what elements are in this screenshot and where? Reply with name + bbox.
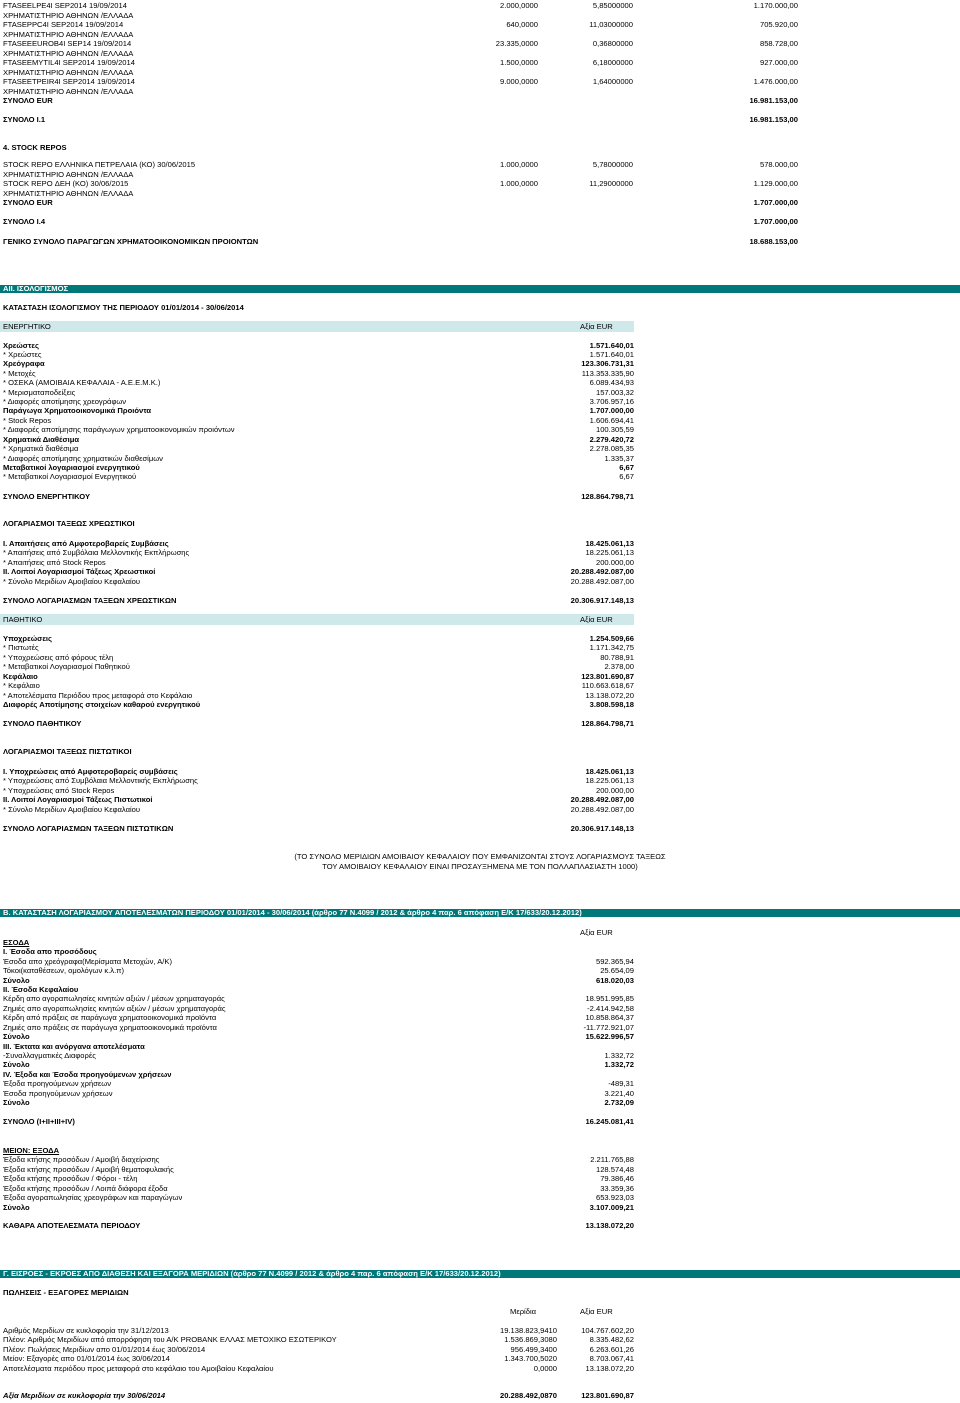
holding-price: 6,18000000	[592, 58, 633, 67]
note-line-1: (ΤΟ ΣΥΝΟΛΟ ΜΕΡΙΔΙΩΝ ΑΜΟΙΒΑΙΟΥ ΚΕΦΑΛΑΙΟΥ ΠΟΥ ΕΜΦΑΝΙΖΟΝΤΑΙ ΣΤΟΥΣ ΛΟΓΑΡΙΑΣΜΟΥΣ ΤΑΞΕΩΣ	[294, 852, 666, 861]
total-eur-row	[0, 198, 960, 208]
repo-exchange: ΧΡΗΜΑΤΙΣΤΗΡΙΟ ΑΘΗΝΩΝ /ΕΛΛΑΔΑ	[3, 189, 134, 198]
total-value: 1.707.000,00	[753, 198, 798, 207]
table-row: * Διαφορές αποτίμησης χρηματικών διαθεσίμων 1.335,37	[3, 454, 634, 463]
table-row: * Stock Repos 1.606.694,41	[3, 416, 634, 425]
table-row: ΙΙ. Έσοδα Κεφαλαίου	[3, 985, 79, 994]
table-row: -Συναλλαγματικές Διαφορές 1.332,72	[3, 1051, 634, 1060]
repo-row	[0, 160, 960, 170]
table-row: Πλέον: Αριθμός Μεριδίων από απορρόφηση του Α/Κ PROBANK ΕΛΛΑΣ ΜΕΤΟΧΙΚΟ ΕΣΩΤΕΡΙΚΟΥ 1.536.869,3080 8.335.482,62	[3, 1335, 634, 1344]
table-row: Διαφορές Αποτίμησης στοιχείων καθαρού ενεργητικού 3.808.598,18	[3, 700, 634, 709]
units-col-units: Μερίδια	[510, 1307, 537, 1316]
table-row: Έξοδα κτήσης προσόδων / Αμοιβή διαχείρισης 2.211.765,88	[3, 1155, 634, 1164]
total-value: 16.981.153,00	[749, 96, 798, 105]
liabilities-header-label: ΠΑΘΗΤΙΚΟ	[3, 615, 43, 624]
table-row: * Απαιτήσεις από Συμβόλαια Μελλοντικής Εκπλήρωσης 18.225.061,13	[3, 548, 634, 557]
section-bar-results: Β. ΚΑΤΑΣΤΑΣΗ ΛΟΓΑΡΙΑΣΜΟΥ ΑΠΟΤΕΛΕΣΜΑΤΩΝ ΠΕΡΙΟΔΟΥ 01/01/2014 - 30/06/2014 (άρθρο 77 Ν.4099 / 2012 & άρθρο 4 παρ. 6 απόφαση Ε/Κ 17/633/20.12.2012)	[0, 909, 960, 917]
table-row: ΙΙ. Λοιποί Λογαριασμοί Τάξεως Πιστωτικοί 20.288.492.087,00	[3, 795, 634, 804]
balance-title: ΚΑΤΑΣΤΑΣΗ ΙΣΟΛΟΓΙΣΜΟΥ ΤΗΣ ΠΕΡΙΟΔΟΥ 01/01/2014 - 30/06/2014	[3, 303, 244, 312]
repo-name: STOCK REPO ΔΕΗ (ΚΟ) 30/06/2015	[3, 179, 129, 188]
table-row: Παράγωγα Χρηματοοικονομικά Προιόντα 1.707.000,00	[3, 406, 634, 415]
total-eur-row	[0, 96, 960, 106]
table-row: * Σύνολο Μεριδίων Αμοιβαίου Κεφαλαίου 20.288.492.087,00	[3, 577, 634, 586]
table-row: * Κεφάλαιο 110.663.618,67	[3, 681, 634, 690]
holding-price: 0,36800000	[592, 39, 633, 48]
total-label: ΣΥΝΟΛΟ I.1	[3, 115, 46, 124]
table-row: Κεφάλαιο 123.801.690,87	[3, 672, 634, 681]
table-row: Έξοδα κτήσης προσόδων / Φόροι - τέλη 79.386,46	[3, 1174, 634, 1183]
grand-total-label: ΓΕΝΙΚΟ ΣΥΝΟΛΟ ΠΑΡΑΓΩΓΩΝ ΧΡΗΜΑΤΟΟΙΚΟΝΟΜΙΚΩΝ ΠΡΟΙΟΝΤΩΝ	[3, 237, 259, 246]
repos-title: 4. STOCK REPOS	[3, 143, 67, 152]
grand-total-row	[0, 237, 960, 247]
note-line-2: ΤΟΥ ΑΜΟΙΒΑΙΟΥ ΚΕΦΑΛΑΙΟΥ ΕΙΝΑΙ ΠΡΟΣΑΥΞΗΜΕΝΑ ΜΕ ΤΟΝ ΠΟΛΛΑΠΛΑΣΙΑΣΤΗ 1000)	[322, 862, 638, 871]
total-label: ΣΥΝΟΛΟ I.4	[3, 217, 46, 226]
table-row: * Αποτελέσματα Περιόδου προς μεταφορά στο Κεφάλαιο 13.138.072,20	[3, 691, 634, 700]
table-row: ΙV. Έξοδα και Έσοδα προηγούμενων χρήσεων	[3, 1070, 172, 1079]
holding-qty: 2.000,0000	[499, 1, 538, 10]
holding-exchange: ΧΡΗΜΑΤΙΣΤΗΡΙΟ ΑΘΗΝΩΝ /ΕΛΛΑΔΑ	[3, 87, 134, 96]
table-row: Πλέον: Πωλήσεις Μεριδίων απο 01/01/2014 έως 30/06/2014 956.499,3400 6.263.601,26	[3, 1345, 634, 1354]
liabilities-total-row: ΣΥΝΟΛΟ ΠΑΘΗΤΙΚΟΥ 128.864.798,71	[3, 719, 634, 728]
table-row: Κέρδη απο αγοραπωλησίες κινητών αξιών / μέσων χρηματαγοράς 18.951.995,85	[3, 994, 634, 1003]
assets-header-label: ΕΝΕΡΓΗΤΙΚΟ	[3, 322, 51, 331]
repo-qty: 1.000,0000	[499, 160, 538, 169]
credit-total-row: ΣΥΝΟΛΟ ΛΟΓΑΡΙΑΣΜΩΝ ΤΑΞΕΩΝ ΠΙΣΤΩΤΙΚΩΝ 20.306.917.148,13	[3, 824, 634, 833]
holding-exchange: ΧΡΗΜΑΤΙΣΤΗΡΙΟ ΑΘΗΝΩΝ /ΕΛΛΑΔΑ	[3, 68, 134, 77]
table-row: Ι. Απαιτήσεις από Αμφοτεροβαρείς Συμβάσεις 18.425.061,13	[3, 539, 634, 548]
repo-name: STOCK REPO ΕΛΛΗΝΙΚΑ ΠΕΤΡΕΛΑΙΑ (ΚΟ) 30/06/2015	[3, 160, 196, 169]
total-i1-row	[0, 115, 960, 125]
table-row: Μείον: Εξαγορές απο 01/01/2014 έως 30/06/2014 1.343.700,5020 8.703.067,41	[3, 1354, 634, 1363]
liabilities-header-col: Αξία EUR	[580, 615, 613, 624]
table-row: ΙΙΙ. Έκτατα και ανόργανα αποτελέσματα	[3, 1042, 145, 1051]
total-i4-row	[0, 217, 960, 227]
holding-row	[0, 58, 960, 68]
table-row: Ι. Υποχρεώσεις από Αμφοτεροβαρείς συμβάσεις 18.425.061,13	[3, 767, 634, 776]
table-row: Σύνολο 2.732,09	[3, 1098, 634, 1107]
holding-row	[0, 77, 960, 87]
section-bar-balance: ΑΙΙ. ΙΣΟΛΟΓΙΣΜΟΣ	[0, 285, 960, 293]
table-row: * Μερισματαποδείξεις 157.003,32	[3, 388, 634, 397]
units-final-row: Αξία Μεριδίων σε κυκλοφορία την 30/06/2014 20.288.492,0870 123.801.690,87	[3, 1391, 634, 1400]
table-row: * Απαιτήσεις από Stock Repos 200.000,00	[3, 558, 634, 567]
table-row: Έξοδα αγοραπωλησίας χρεογράφων και παραγώγων 653.923,03	[3, 1193, 634, 1202]
holding-name: FTASEETPEIR4I SEP2014 19/09/2014	[3, 77, 135, 86]
table-row: ΜΕΙΟΝ: ΕΞΟΔΑ	[3, 1146, 60, 1155]
total-value: 16.981.153,00	[749, 115, 798, 124]
total-value: 1.707.000,00	[753, 217, 798, 226]
table-row: Υποχρεώσεις 1.254.509,66	[3, 634, 634, 643]
total-label: ΣΥΝΟΛΟ EUR	[3, 96, 53, 105]
table-row: Έσοδα προηγούμενων χρήσεων 3.221,40	[3, 1089, 634, 1098]
holding-name: FTASEEEUROB4I SEP14 19/09/2014	[3, 39, 132, 48]
holding-value: 705.920,00	[759, 20, 798, 29]
assets-header-col: Αξία EUR	[580, 322, 613, 331]
table-row: Τόκοι(καταθέσεων, ομολόγων κ.λ.π) 25.654,09	[3, 966, 634, 975]
table-row: * Διαφορές αποτίμησης παράγωγων χρηματοοικονομικών προιόντων 100.305,59	[3, 425, 634, 434]
holding-qty: 23.335,0000	[495, 39, 538, 48]
table-row: * Υποχρεώσεις από φόρους τέλη 80.788,91	[3, 653, 634, 662]
holding-name: FTASEPPC4I SEP2014 19/09/2014	[3, 20, 124, 29]
table-row: Χρεόγραφα 123.306.731,31	[3, 359, 634, 368]
holding-name: FTASEELPE4I SEP2014 19/09/2014	[3, 1, 127, 10]
units-col-headers	[0, 1307, 960, 1317]
holding-row	[0, 1, 960, 11]
units-col-value: Αξία EUR	[580, 1307, 613, 1316]
holding-value: 858.728,00	[759, 39, 798, 48]
table-row: Αριθμός Μεριδίων σε κυκλοφορία την 31/12/2013 19.138.823,9410 104.767.602,20	[3, 1326, 634, 1335]
debit-total-row: ΣΥΝΟΛΟ ΛΟΓΑΡΙΑΣΜΩΝ ΤΑΞΕΩΝ ΧΡΕΩΣΤΙΚΩΝ 20.306.917.148,13	[3, 596, 634, 605]
liabilities-header	[0, 614, 634, 625]
table-row: Έξοδα κτήσης προσόδων / Λοιπά διάφορα έξοδα 33.359,36	[3, 1184, 634, 1193]
table-row: * Μετοχές 113.353.335,90	[3, 369, 634, 378]
table-row: * ΟΣΕΚΑ (ΑΜΟΙΒΑΙΑ ΚΕΦΑΛΑΙΑ - Α.Ε.Ε.Μ.Κ.) 6.089.434,93	[3, 378, 634, 387]
holding-qty: 640,0000	[506, 20, 538, 29]
holding-value: 1.170.000,00	[753, 1, 798, 10]
holding-exchange: ΧΡΗΜΑΤΙΣΤΗΡΙΟ ΑΘΗΝΩΝ /ΕΛΛΑΔΑ	[3, 30, 134, 39]
holding-row	[0, 20, 960, 30]
table-row: Σύνολο 15.622.996,57	[3, 1032, 634, 1041]
total-label: ΣΥΝΟΛΟ EUR	[3, 198, 53, 207]
table-row: Χρηματικά Διαθέσιμα 2.279.420,72	[3, 435, 634, 444]
table-row: Κέρδη από πράξεις σε παράγωγα χρηματοοικονομικά προϊόντα 10.858.864,37	[3, 1013, 634, 1022]
table-row: * Υποχρεώσεις από Συμβόλαια Μελλοντικής Εκπλήρωσης 18.225.061,13	[3, 776, 634, 785]
repo-qty: 1.000,0000	[499, 179, 538, 188]
repo-price: 11,29000000	[589, 179, 633, 188]
table-row: Σύνολο 1.332,72	[3, 1060, 634, 1069]
table-row: ΙΙ. Λοιποί Λογαριασμοί Τάξεως Χρεωστικοί 20.288.492.087,00	[3, 567, 634, 576]
holding-value: 927.000,00	[759, 58, 798, 67]
holding-price: 5,85000000	[592, 1, 633, 10]
debit-title: ΛΟΓΑΡΙΑΣΜΟΙ ΤΑΞΕΩΣ ΧΡΕΩΣΤΙΚΟΙ	[3, 519, 135, 528]
table-row: Ζημιές απο πράξεις σε παράγωγα χρηματοοικονομικά προϊόντα -11.772.921,07	[3, 1023, 634, 1032]
table-row: * Μεταβατικοί Λογαριασμοί Παθητικού 2.378,00	[3, 662, 634, 671]
net-result-row: ΚΑΘΑΡΑ ΑΠΟΤΕΛΕΣΜΑΤΑ ΠΕΡΙΟΔΟΥ 13.138.072,20	[3, 1221, 634, 1230]
income-total-row: ΣΥΝΟΛΟ (Ι+ΙΙ+ΙΙΙ+ΙV) 16.245.081,41	[3, 1117, 634, 1126]
table-row: * Χρηματικά διαθέσιμα 2.278.085,35	[3, 444, 634, 453]
holding-name: FTASEEMYTIL4I SEP2014 19/09/2014	[3, 58, 135, 67]
holding-value: 1.476.000,00	[753, 77, 798, 86]
table-row: * Υποχρεώσεις από Stock Repos 200.000,00	[3, 786, 634, 795]
assets-total-row: ΣΥΝΟΛΟ ΕΝΕΡΓΗΤΙΚΟΥ 128.864.798,71	[3, 492, 634, 501]
repo-exchange: ΧΡΗΜΑΤΙΣΤΗΡΙΟ ΑΘΗΝΩΝ /ΕΛΛΑΔΑ	[3, 170, 134, 179]
table-row: Αποτελέσματα περιόδου προς μεταφορά στο κεφάλαιο του Αμοιβαίου Κεφαλαίου 0,0000 13.138.072,20	[3, 1364, 634, 1373]
repo-value: 578.000,00	[759, 160, 798, 169]
holding-exchange: ΧΡΗΜΑΤΙΣΤΗΡΙΟ ΑΘΗΝΩΝ /ΕΛΛΑΔΑ	[3, 11, 134, 20]
table-row: ΕΣΟΔΑ	[3, 938, 30, 947]
repo-row	[0, 179, 960, 189]
results-col-header: Αξία EUR	[580, 928, 613, 937]
table-row: * Πιστωτές 1.171.342,75	[3, 643, 634, 652]
table-row: Σύνολο 618.020,03	[3, 976, 634, 985]
table-row: * Μεταβατικοί Λογαριασμοί Ενεργητικού 6,67	[3, 472, 634, 481]
holding-row	[0, 39, 960, 49]
holding-price: 11,03000000	[589, 20, 633, 29]
holding-price: 1,64000000	[592, 77, 633, 86]
table-row: * Σύνολο Μεριδίων Αμοιβαίου Κεφαλαίου 20.288.492.087,00	[3, 805, 634, 814]
table-row: Ζημιές απο αγοραπωλησίες κινητών αξιών / μέσων χρηματαγοράς -2.414.942,58	[3, 1004, 634, 1013]
table-row: * Διαφορές αποτίμησης χρεογράφων 3.706.957,16	[3, 397, 634, 406]
table-row: * Χρεώστες 1.571.640,01	[3, 350, 634, 359]
holding-qty: 1.500,0000	[499, 58, 538, 67]
repo-value: 1.129.000,00	[753, 179, 798, 188]
units-title: ΠΩΛΗΣΕΙΣ - ΕΞΑΓΟΡΕΣ ΜΕΡΙΔΙΩΝ	[3, 1288, 129, 1297]
holding-qty: 9.000,0000	[499, 77, 538, 86]
table-row: Σύνολο 3.107.009,21	[3, 1203, 634, 1212]
grand-total-value: 18.688.153,00	[749, 237, 798, 246]
section-bar-units: Γ. ΕΙΣΡΟΕΣ - ΕΚΡΟΕΣ ΑΠΟ ΔΙΑΘΕΣΗ ΚΑΙ ΕΞΑΓΟΡΑ ΜΕΡΙΔΙΩΝ (άρθρο 77 Ν.4099 / 2012 & άρθρο 4 παρ. 6 απόφαση Ε/Κ 17/633/20.12.2012)	[0, 1270, 960, 1278]
table-row: Έσοδα απο χρεόγραφα(Μερίσματα Μετοχών, Α/Κ) 592.365,94	[3, 957, 634, 966]
table-row: Ι. Έσοδα απο προσόδους	[3, 947, 97, 956]
assets-header	[0, 321, 634, 332]
credit-title: ΛΟΓΑΡΙΑΣΜΟΙ ΤΑΞΕΩΣ ΠΙΣΤΩΤΙΚΟΙ	[3, 747, 132, 756]
table-row: Μεταβατικοί λογαριασμοί ενεργητικού 6,67	[3, 463, 634, 472]
repo-price: 5,78000000	[592, 160, 633, 169]
table-row: Έξοδα προηγούμενων χρήσεων -489,31	[3, 1079, 634, 1088]
holding-exchange: ΧΡΗΜΑΤΙΣΤΗΡΙΟ ΑΘΗΝΩΝ /ΕΛΛΑΔΑ	[3, 49, 134, 58]
table-row: Έξοδα κτήσης προσόδων / Αμοιβή θεματοφυλακής 128.574,48	[3, 1165, 634, 1174]
table-row: Χρεώστες 1.571.640,01	[3, 341, 634, 350]
